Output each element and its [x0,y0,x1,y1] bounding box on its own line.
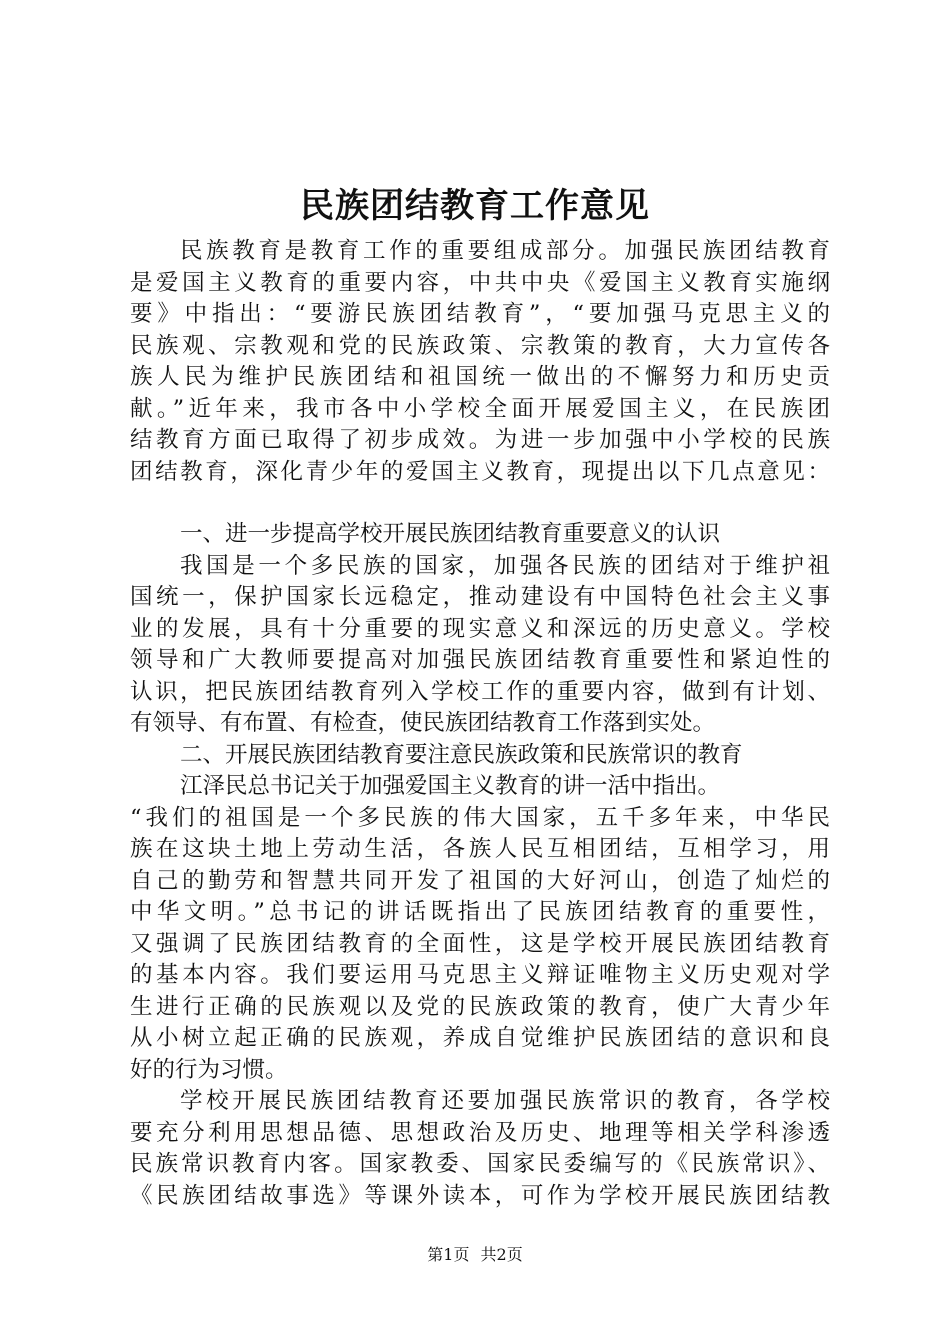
document-body [130,236,830,1212]
paragraph-line: 民族教育是教育工作的重要组成部分。加强民族团结教育 [180,238,830,264]
paragraph-line: 民族常识教育内客。国家教委、国家民委编写的《民族常识》、 [130,1151,830,1177]
paragraph-line: 领导和广大教师要提高对加强民族团结教育重要性和紧迫性的 [130,647,830,673]
paragraph-line: 业的发展，具有十分重要的现实意义和深远的历史意义。学校 [130,615,830,642]
paragraph-line: 要》中指出：“要游民族团结教育”，“要加强马克思主义的 [130,301,830,327]
paragraph-line: 族人民为维护民族团结和祖国统一做出的不懈努力和历史贡 [130,364,830,390]
section-heading: 二、开展民族团结教育要注意民族政策和民族常识的教育 [180,741,743,768]
page-footer [0,1244,950,1266]
paragraph-line: 国统一，保护国家长远稳定，推动建设有中国特色社会主义事 [130,584,830,610]
paragraph-line: 献。”近年来，我市各中小学校全面开展爱国主义，在民族团 [130,395,830,422]
paragraph-line: 的基本内容。我们要运用马克思主义辩证唯物主义历史观对学 [130,962,830,988]
paragraph-line: 我国是一个多民族的国家，加强各民族的团结对于维护祖 [180,552,830,579]
document-title: 民族团结教育工作意见 [300,186,650,226]
paragraph-line: 是爱国主义教育的重要内容，中共中央《爱国主义教育实施纲 [130,269,830,296]
paragraph-line: 民族观、宗教观和党的民族政策、宗教策的教育，大力宣传各 [130,332,830,359]
paragraph-line: 要充分利用思想品德、思想政治及历史、地理等相关学科渗透 [130,1119,830,1146]
paragraph-line: 学校开展民族团结教育还要加强民族常识的教育，各学校 [180,1088,830,1114]
paragraph-line: 族在这块土地上劳动生活，各族人民互相团结，互相学习，用 [130,836,830,862]
paragraph-gap [130,488,830,519]
section-heading: 一、进一步提高学校开展民族团结教育重要意义的认识 [180,521,721,547]
paragraph-line: 从小树立起正确的民族观，养成自觉维护民族团结的意识和良 [130,1025,830,1051]
page-total: 共2页 [480,1245,523,1264]
page-number: 第1页 [427,1245,470,1264]
paragraph-line: 自己的勤劳和智慧共同开发了祖国的大好河山，创造了灿烂的 [130,867,830,894]
paragraph-line: 又强调了民族团结教育的全面性，这是学校开展民族团结教育 [130,930,830,957]
paragraph-line: 好的行为习惯。 [130,1056,288,1083]
paragraph-line: 生进行正确的民族观以及党的民族政策的教育，使广大青少年 [130,993,830,1020]
paragraph-line: 团结教育，深化青少年的爱国主义教育，现提出以下几点意见： [130,458,830,485]
paragraph-line: 结教育方面已取得了初步成效。为进一步加强中小学校的民族 [130,427,830,453]
paragraph-line: 有领导、有布置、有检查，使民族团结教育工作落到实处。 [130,710,716,736]
paragraph-line: 认识，把民族团结教育列入学校工作的重要内容，做到有计划、 [130,678,830,705]
paragraph-line: 中华文明。”总书记的讲话既指出了民族团结教育的重要性， [130,899,830,925]
paragraph-line: “我们的祖国是一个多民族的伟大国家，五千多年来，中华民 [130,804,830,831]
paragraph-line: 《民族团结故事选》等课外读本，可作为学校开展民族团结教 [130,1182,830,1209]
paragraph-line: 江泽民总书记关于加强爱国主义教育的讲一活中指出。 [180,773,721,799]
